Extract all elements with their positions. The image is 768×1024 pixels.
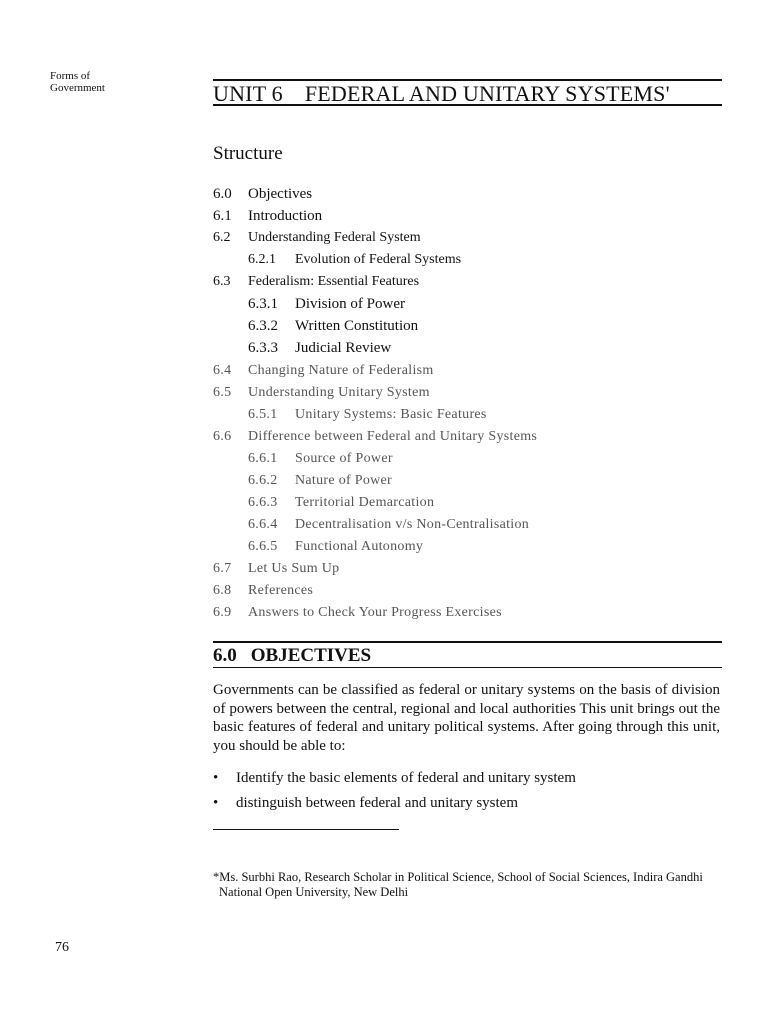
- objectives-heading: [213, 641, 722, 668]
- toc-item-number: 6.2: [213, 230, 231, 245]
- toc-item: [248, 405, 487, 425]
- toc-item-label: Let Us Sum Up: [248, 561, 340, 576]
- toc-item: [213, 206, 322, 226]
- running-header-line1: Forms of: [50, 70, 91, 82]
- toc-item-label: Objectives: [248, 186, 313, 202]
- list-item: [213, 793, 518, 813]
- toc-item-label: Territorial Demarcation: [295, 495, 435, 510]
- toc-item-number: 6.4: [213, 363, 232, 378]
- toc-item-label: Unitary Systems: Basic Features: [295, 407, 487, 422]
- objectives-paragraph: Governments can be classified as federal or unitary systems on the basis of division of powers between the central, regional and local authorities This unit brings out the basic features of federal and unitary political systems. After going through this unit, you should be able to:: [213, 682, 720, 754]
- toc-item-number: 6.8: [213, 583, 232, 598]
- toc-item-number: 6.6.1: [248, 451, 278, 466]
- toc-item: [213, 559, 339, 579]
- toc-item-number: 6.1: [213, 208, 232, 224]
- toc-item-label: Understanding Federal System: [248, 230, 421, 245]
- toc-item-number: 6.6.2: [248, 473, 278, 488]
- unit-title-text: FEDERAL AND UNITARY SYSTEMS': [304, 81, 670, 106]
- footnote-line2: National Open University, New Delhi: [219, 885, 409, 899]
- list-item: [213, 768, 576, 788]
- unit-number: UNIT 6: [213, 81, 283, 106]
- toc-item-label: Source of Power: [295, 451, 393, 466]
- toc-item: [213, 184, 312, 204]
- toc-item-label: Functional Autonomy: [295, 539, 424, 554]
- toc-item-number: 6.3.2: [248, 318, 278, 334]
- toc-item-number: 6.6.3: [248, 495, 278, 510]
- toc-item-label: Changing Nature of Federalism: [248, 363, 434, 378]
- toc-item-number: 6.3: [213, 274, 231, 289]
- toc-item-label: Written Constitution: [295, 318, 419, 334]
- toc-item-number: 6.5: [213, 385, 232, 400]
- toc-item-number: 6.3.1: [248, 296, 278, 312]
- toc-item-label: Division of Power: [295, 296, 405, 312]
- toc-item: [248, 471, 392, 491]
- toc-item: [213, 228, 421, 248]
- toc-item: [248, 537, 423, 557]
- running-header-line2: Government: [50, 82, 105, 94]
- toc-item-number: 6.5.1: [248, 407, 278, 422]
- bullet-icon: •: [213, 795, 219, 811]
- toc-item-label: Answers to Check Your Progress Exercises: [248, 605, 502, 620]
- toc-item-label: Evolution of Federal Systems: [295, 252, 462, 267]
- list-item-text: Identify the basic elements of federal and unitary system: [236, 770, 576, 786]
- footnote-divider: [213, 829, 399, 830]
- toc-item: [213, 383, 430, 403]
- footnote: [213, 870, 723, 900]
- toc-item-label: Understanding Unitary System: [248, 385, 430, 400]
- toc-item-number: 6.6: [213, 429, 232, 444]
- toc-item: [213, 603, 502, 623]
- list-item-text: distinguish between federal and unitary system: [236, 795, 519, 811]
- toc-item: [248, 338, 391, 358]
- toc-item-number: 6.3.3: [248, 340, 278, 356]
- toc-item: [248, 515, 529, 535]
- toc-item: [248, 294, 405, 314]
- toc-item-label: Federalism: Essential Features: [248, 274, 420, 289]
- toc-item: [248, 250, 461, 270]
- toc-item-number: 6.6.4: [248, 517, 278, 532]
- toc-item-number: 6.7: [213, 561, 232, 576]
- toc-item-label: Nature of Power: [295, 473, 393, 488]
- toc-item-label: Introduction: [248, 208, 323, 224]
- structure-heading: Structure: [213, 143, 283, 164]
- toc-item-label: References: [248, 583, 314, 598]
- toc-item: [248, 316, 418, 336]
- toc-item-label: Judicial Review: [295, 340, 392, 356]
- toc-item-label: Decentralisation v/s Non-Centralisation: [295, 517, 530, 532]
- toc-item: [213, 427, 537, 447]
- toc-item-number: 6.2.1: [248, 252, 276, 267]
- footnote-line1: *Ms. Surbhi Rao, Research Scholar in Political Science, School of Social Sciences, Indira Gandhi: [213, 870, 703, 884]
- bullet-icon: •: [213, 770, 219, 786]
- toc-item: [213, 361, 434, 381]
- toc-item: [248, 449, 393, 469]
- toc-item: [213, 272, 419, 292]
- page-number: 76: [55, 940, 69, 955]
- unit-title: [213, 79, 722, 106]
- toc-item-number: 6.6.5: [248, 539, 278, 554]
- toc-item: [248, 493, 434, 513]
- toc-item-number: 6.0: [213, 186, 232, 202]
- toc-item-label: Difference between Federal and Unitary Systems: [248, 429, 538, 444]
- toc-item: [213, 581, 313, 601]
- running-header: [50, 70, 105, 94]
- objectives-number: 6.0: [213, 645, 237, 666]
- toc-item-number: 6.9: [213, 605, 232, 620]
- objectives-title: OBJECTIVES: [250, 645, 372, 666]
